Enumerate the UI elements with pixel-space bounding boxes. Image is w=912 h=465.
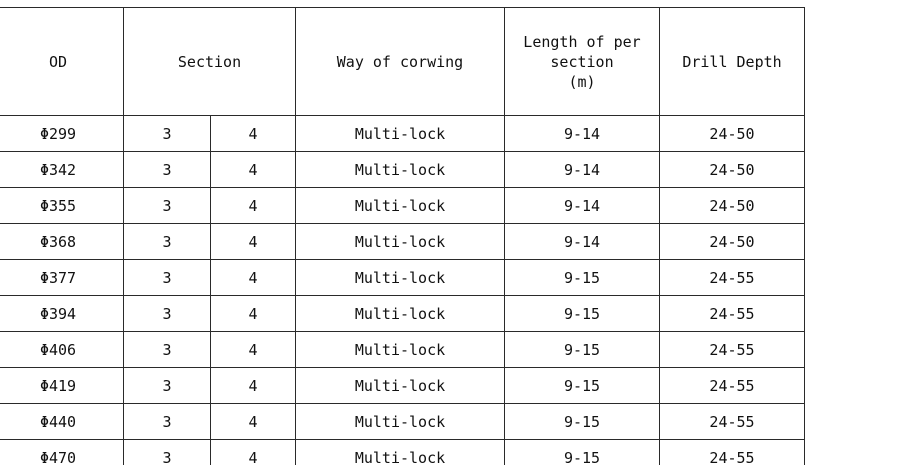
cell-way-of-corwing: Multi-lock [296, 404, 505, 440]
cell-way-of-corwing: Multi-lock [296, 188, 505, 224]
cell-drill-depth: 24-55 [660, 440, 805, 465]
cell-drill-depth: 24-50 [660, 224, 805, 260]
cell-section-a: 3 [124, 188, 211, 224]
cell-section-b: 4 [211, 260, 296, 296]
header-od: OD [0, 8, 124, 116]
cell-od: Φ299 [0, 116, 124, 152]
header-way-of-corwing: Way of corwing [296, 8, 505, 116]
cell-length-per-section: 9-15 [505, 332, 660, 368]
cell-drill-depth: 24-55 [660, 332, 805, 368]
table-body [0, 116, 805, 465]
table-row [0, 368, 805, 404]
cell-length-per-section: 9-15 [505, 368, 660, 404]
table-row [0, 224, 805, 260]
cell-od: Φ355 [0, 188, 124, 224]
cell-section-b: 4 [211, 332, 296, 368]
cell-section-b: 4 [211, 404, 296, 440]
cell-section-b: 4 [211, 224, 296, 260]
cell-way-of-corwing: Multi-lock [296, 152, 505, 188]
cell-section-b: 4 [211, 368, 296, 404]
cell-od: Φ394 [0, 296, 124, 332]
cell-way-of-corwing: Multi-lock [296, 368, 505, 404]
table-row [0, 440, 805, 465]
header-drill-depth: Drill Depth [660, 8, 805, 116]
cell-drill-depth: 24-50 [660, 188, 805, 224]
header-length-per-section [505, 8, 660, 116]
cell-section-b: 4 [211, 152, 296, 188]
table-row [0, 152, 805, 188]
casing-spec-table [0, 7, 805, 465]
cell-length-per-section: 9-14 [505, 224, 660, 260]
cell-od: Φ342 [0, 152, 124, 188]
cell-section-a: 3 [124, 296, 211, 332]
table-row [0, 260, 805, 296]
header-row [0, 8, 805, 116]
table-row [0, 404, 805, 440]
cell-section-b: 4 [211, 116, 296, 152]
cell-section-b: 4 [211, 188, 296, 224]
cell-section-a: 3 [124, 224, 211, 260]
cell-od: Φ377 [0, 260, 124, 296]
cell-section-b: 4 [211, 440, 296, 465]
table-header [0, 8, 805, 116]
cell-drill-depth: 24-55 [660, 404, 805, 440]
table-row [0, 116, 805, 152]
cell-length-per-section: 9-14 [505, 116, 660, 152]
cell-way-of-corwing: Multi-lock [296, 332, 505, 368]
cell-section-a: 3 [124, 404, 211, 440]
cell-section-a: 3 [124, 116, 211, 152]
cell-section-a: 3 [124, 368, 211, 404]
table-row [0, 332, 805, 368]
cell-way-of-corwing: Multi-lock [296, 224, 505, 260]
cell-way-of-corwing: Multi-lock [296, 116, 505, 152]
cell-od: Φ368 [0, 224, 124, 260]
cell-length-per-section: 9-15 [505, 440, 660, 465]
header-length-line-3: (m) [568, 72, 596, 91]
cell-drill-depth: 24-55 [660, 368, 805, 404]
cell-od: Φ470 [0, 440, 124, 465]
cell-drill-depth: 24-55 [660, 260, 805, 296]
cell-way-of-corwing: Multi-lock [296, 440, 505, 465]
cell-section-a: 3 [124, 440, 211, 465]
cell-length-per-section: 9-15 [505, 404, 660, 440]
cell-length-per-section: 9-14 [505, 188, 660, 224]
cell-section-a: 3 [124, 332, 211, 368]
cell-length-per-section: 9-15 [505, 296, 660, 332]
cell-way-of-corwing: Multi-lock [296, 260, 505, 296]
cell-length-per-section: 9-14 [505, 152, 660, 188]
cell-od: Φ406 [0, 332, 124, 368]
cell-drill-depth: 24-55 [660, 296, 805, 332]
header-length-line-1: Length of per [523, 32, 641, 51]
header-section: Section [124, 8, 296, 116]
cell-section-a: 3 [124, 260, 211, 296]
cell-way-of-corwing: Multi-lock [296, 296, 505, 332]
cell-drill-depth: 24-50 [660, 116, 805, 152]
cell-section-b: 4 [211, 296, 296, 332]
cell-section-a: 3 [124, 152, 211, 188]
table-row [0, 188, 805, 224]
cell-length-per-section: 9-15 [505, 260, 660, 296]
header-length-line-2: section [550, 52, 614, 71]
cell-od: Φ440 [0, 404, 124, 440]
cell-od: Φ419 [0, 368, 124, 404]
table-row [0, 296, 805, 332]
cell-drill-depth: 24-50 [660, 152, 805, 188]
